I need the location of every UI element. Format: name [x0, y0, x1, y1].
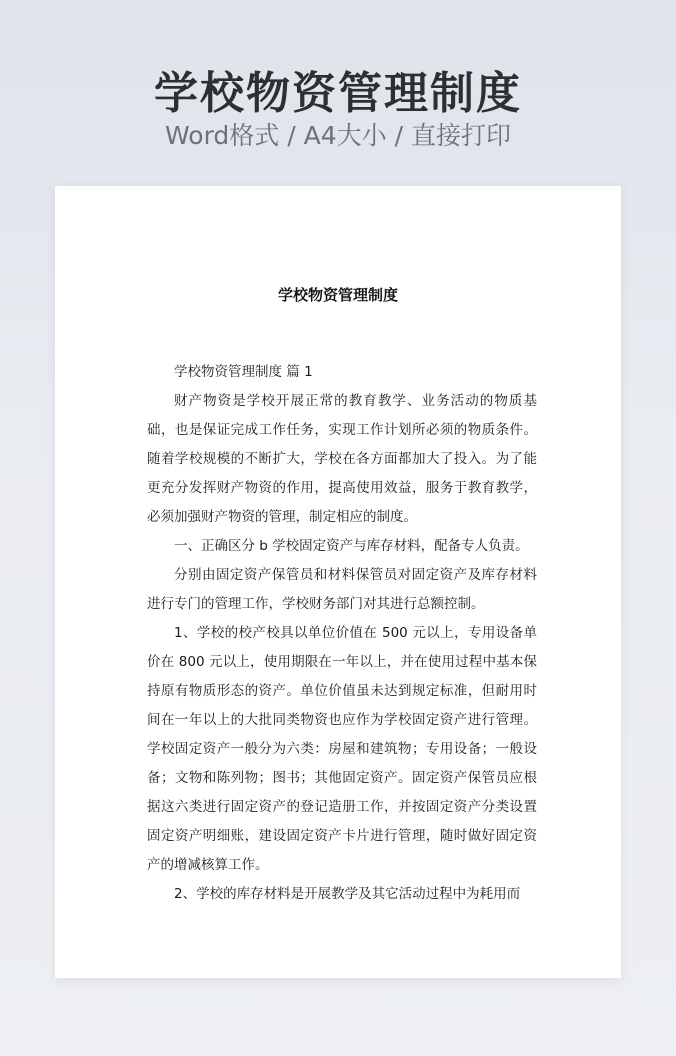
paragraph: 1、学校的校产校具以单位价值在 500 元以上，专用设备单价在 800 元以上，使用期限在一年以上，并在使用过程中基本保持原有物质形态的资产。单位价值虽未达到规定标准，但耐用时间在一年以上的大批同类物资也应作为学校固定资产进行管理。学校固定资产一般分为六类：房屋和建筑物；专用设备；一般设备；文物和陈列物；图书；其他固定资产。固定资产保管员应根据这六类进行固定资产的登记造册工作，并按固定资产分类设置固定资产明细账，建设固定资产卡片进行管理，随时做好固定资产的增减核算工作。	[147, 625, 537, 873]
document-page	[55, 186, 621, 978]
paragraph: 财产物资是学校开展正常的教育教学、业务活动的物质基础，也是保证完成工作任务，实现工作计划所必须的物质条件。随着学校规模的不断扩大，学校在各方面都加大了投入。为了能更充分发挥财产物资的作用，提高使用效益，服务于教育教学，必须加强财产物资的管理，制定相应的制度。	[147, 393, 537, 525]
paragraph: 一、正确区分 b 学校固定资产与库存材料，配备专人负责。	[174, 538, 529, 554]
banner-title: 学校物资管理制度	[154, 68, 522, 119]
paragraph: 分别由固定资产保管员和材料保管员对固定资产及库存材料进行专门的管理工作，学校财务部门对其进行总额控制。	[147, 567, 537, 612]
document-body	[147, 358, 537, 909]
section-heading: 学校物资管理制度 篇 1	[174, 364, 313, 380]
document-title: 学校物资管理制度	[277, 286, 398, 304]
paragraph: 2、学校的库存材料是开展教学及其它活动过程中为耗用而	[174, 886, 521, 902]
banner-subtitle: Word格式 / A4大小 / 直接打印	[165, 121, 511, 150]
